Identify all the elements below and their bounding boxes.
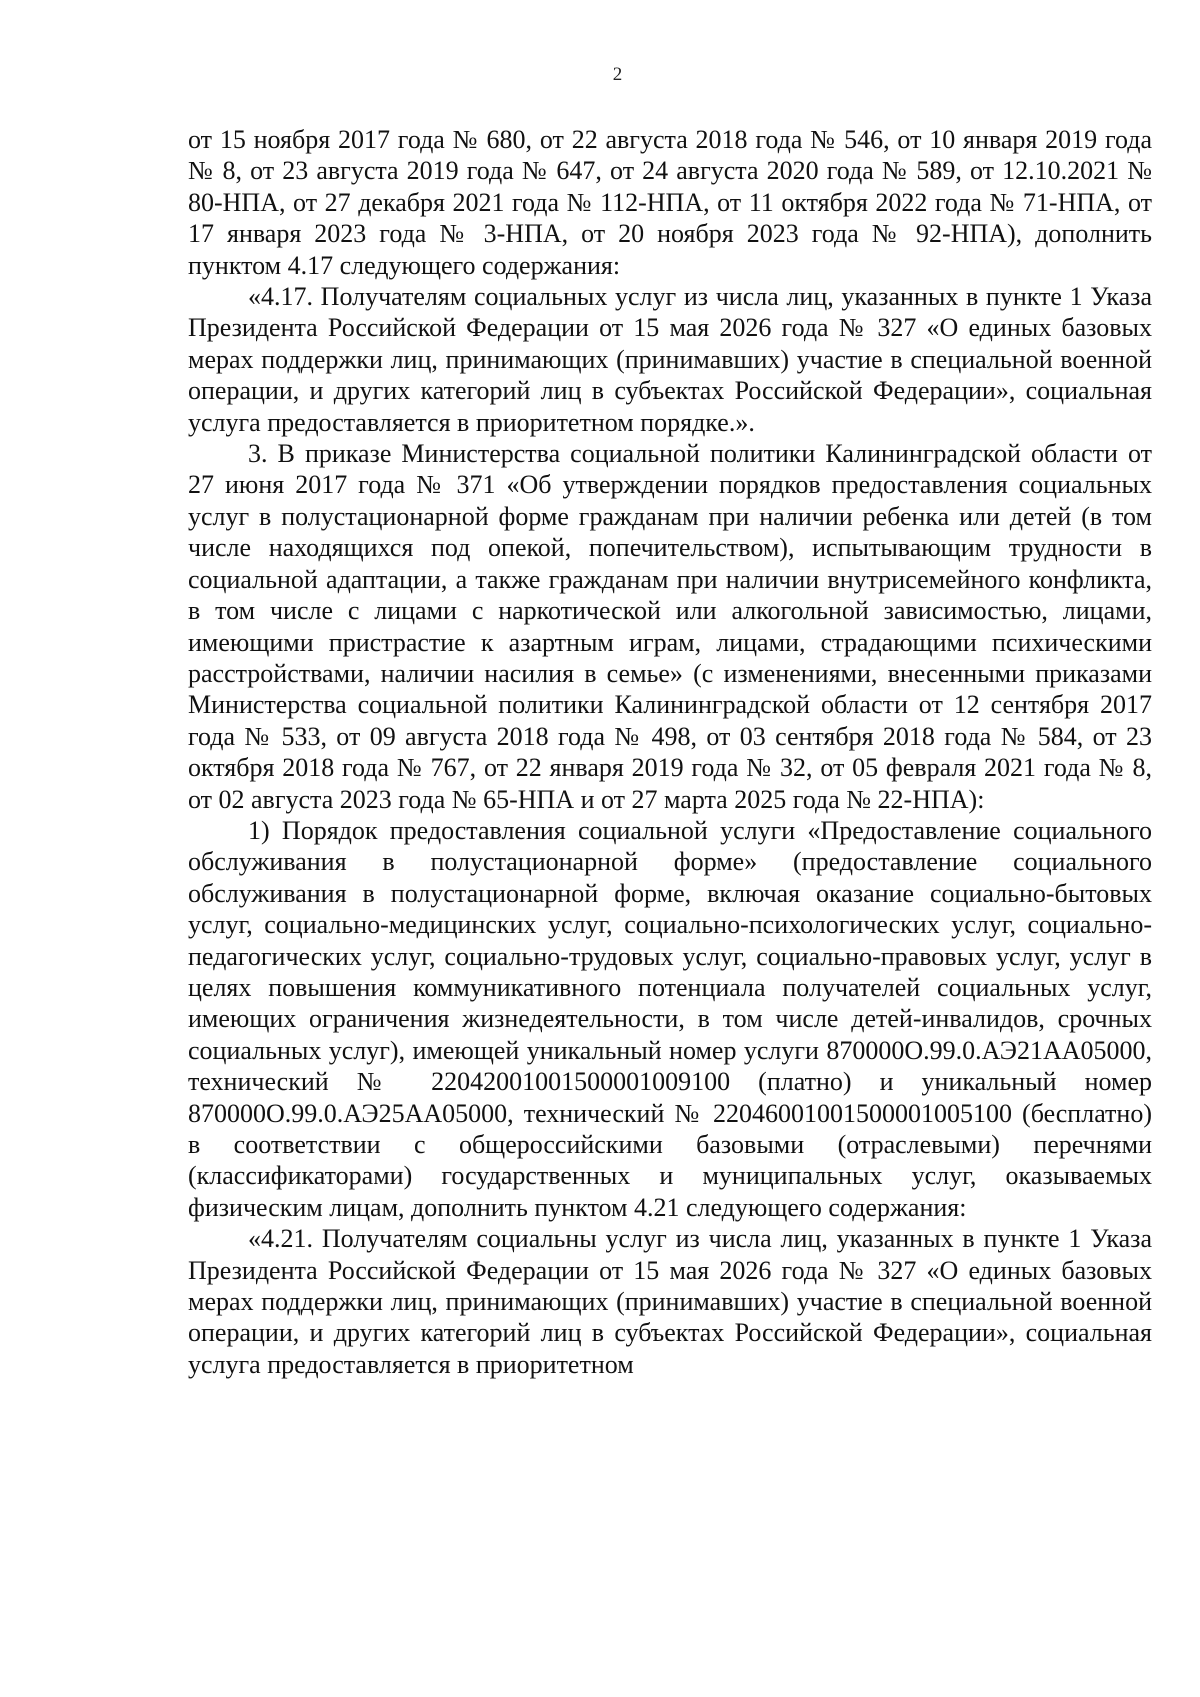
document-body <box>188 124 1152 1380</box>
paragraph-clause-4-17: «4.17. Получателям социальных услуг из числа лиц, указанных в пункте 1 Указа Президента Российской Федерации от 15 мая 2026 года № 327 «О единых базовых мерах поддержки лиц, принимающих (принимавших) участие в специальной военной операции, и других категорий лиц в субъектах Российской Федерации», социальная услуга предоставляется в приоритетном порядке.». <box>188 282 1152 437</box>
paragraph-item-3: 3. В приказе Министерства социальной политики Калининградской области от 27 июня 2017 года № 371 «Об утверждении порядков предоставления социальных услуг в полустационарной форме гражданам при наличии ребенка или детей (в том числе находящихся под опекой, попечительством), испытывающим трудности в социальной адаптации, а также гражданам при наличии внутрисемейного конфликта, в том числе с лицами с наркотической или алкогольной зависимостью, лицами, имеющими пристрастие к азартным играм, лицами, страдающими психическими расстройствами, наличии насилия в семье» (с изменениями, внесенными приказами Министерства социальной политики Калининградской области от 12 сентября 2017 года № 533, от 09 августа 2018 года № 498, от 03 сентября 2018 года № 584, от 23 октября 2018 года № 767, от 22 января 2019 года № 32, от 05 февраля 2021 года № 8, от 02 августа 2023 года № 65-НПА и от 27 марта 2025 года № 22-НПА): <box>188 439 1152 814</box>
paragraph-subitem-1: 1) Порядок предоставления социальной услуги «Предоставление социального обслуживания в полустационарной форме» (предоставление социального обслуживания в полустационарной форме, включая оказание социально-бытовых услуг, социально-медицинских услуг, социально-психологических услуг, социально-педагогических услуг, социально-трудовых услуг, социально-правовых услуг, услуг в целях повышения коммуникативного потенциала получателей социальных услуг, имеющих ограничения жизнедеятельности, в том числе детей-инвалидов, срочных социальных услуг), имеющей уникальный номер услуги 870000О.99.0.АЭ21АА05000, технический № 2204200100150000100910​0 (платно) и уникальный номер 870000О.99.0.АЭ25АА05000, технический № 2204600100150000100510​0 (бесплатно) в соответствии с общероссийскими базовыми (отраслевыми) перечнями (классификаторами) государственных и муниципальных услуг, оказываемых физическим лицам, дополнить пунктом 4.21 следующего содержания: <box>188 815 1152 1222</box>
paragraph-clause-4-21: «4.21. Получателям социальны услуг из числа лиц, указанных в пункте 1 Указа Президента Российской Федерации от 15 мая 2026 года № 327 «О единых базовых мерах поддержки лиц, принимающих (принимавших) участие в специальной военной операции, и других категорий лиц в субъектах Российской Федерации», социальная услуга предоставляется в приоритетном <box>188 1224 1152 1379</box>
paragraph-continuation: от 15 ноября 2017 года № 680, от 22 августа 2018 года № 546, от 10 января 2019 года № 8, от 23 августа 2019 года № 647, от 24 августа 2020 года № 589, от 12.10.2021 № 80-НПА, от 27 декабря 2021 года № 112-НПА, от 11 октября 2022 года № 71-НПА, от 17 января 2023 года № 3-НПА, от 20 ноября 2023 года № 92-НПА), дополнить пунктом 4.17 следующего содержания: <box>188 125 1152 280</box>
page-number: 2 <box>612 64 623 85</box>
